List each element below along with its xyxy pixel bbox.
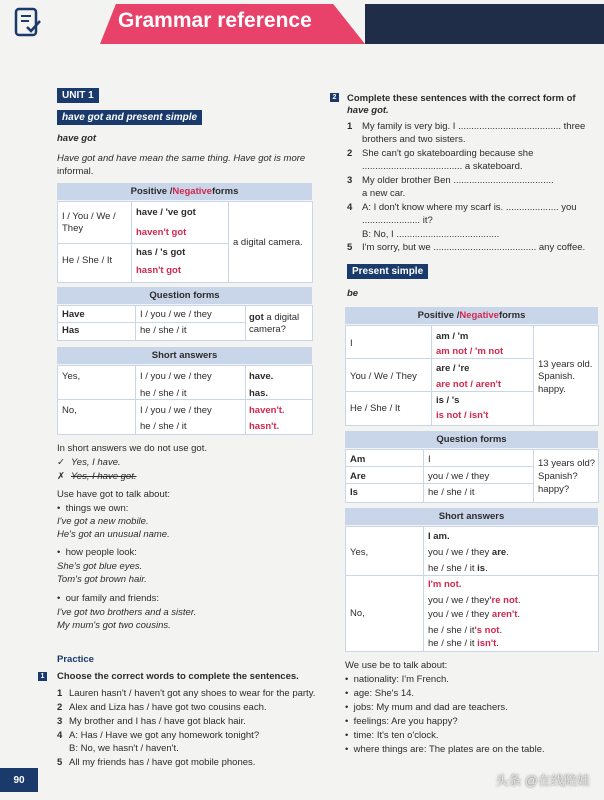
be-short-answer-no: No, <box>350 608 365 619</box>
subheading-have-got: have got <box>57 133 97 144</box>
example-6: My mum's got two cousins. <box>57 620 171 631</box>
be-question-object-2: Spanish? <box>538 471 578 482</box>
be-question-are: Are <box>350 471 366 482</box>
be-question-am: Am <box>350 454 366 465</box>
be-question-object-1: 13 years old? <box>538 458 596 469</box>
question-subject-2: he / she / it <box>140 325 187 336</box>
be-question-subject-1: I <box>428 454 431 465</box>
example-2: He's got an unusual name. <box>57 529 170 540</box>
be-sa-no-row: he / she / it's not. <box>428 625 503 636</box>
exercise-2-line: ...................... it? <box>362 215 433 226</box>
exercise-1-number: 1 <box>38 672 47 681</box>
question-object-1: got a digital <box>249 312 300 323</box>
exercise-2-number: 2 <box>330 93 339 102</box>
exercise-1-item: Lauren hasn't / haven't got any shoes to wear for the party. <box>69 688 316 699</box>
be-short-answer-yes: Yes, <box>350 547 369 558</box>
page-title: Grammar reference <box>118 9 312 32</box>
exercise-2-line: I'm sorry, but we ....................................... any coffee. <box>362 242 586 253</box>
be-use-item: • time: It's ten o'clock. <box>345 730 439 741</box>
pn-subject-2: He / She / It <box>62 255 113 266</box>
bullet-3: • our family and friends: <box>57 593 160 604</box>
sa-verb-1: have. <box>249 371 274 382</box>
be-form: am / 'm <box>436 331 469 342</box>
be-use-item: • feelings: Are you happy? <box>345 716 458 727</box>
pn-negative-1: haven't got <box>136 227 187 238</box>
exercise-2-line: A: I don't know where my scarf is. .................... you <box>362 202 577 213</box>
intro-line-2: informal. <box>57 166 94 177</box>
section-heading-present-simple: Present simple <box>347 264 428 279</box>
be-form: is not / isn't <box>436 410 489 421</box>
question-object-2: camera? <box>249 324 286 335</box>
pn-object: a digital camera. <box>233 237 303 248</box>
be-use-item: • jobs: My mum and dad are teachers. <box>345 702 508 713</box>
exercise-1-item: All my friends has / have got mobile phones. <box>69 757 256 768</box>
watermark: 头条 @在线陪娃 <box>495 773 590 788</box>
be-use-item: • age: She's 14. <box>345 688 415 699</box>
be-subject-2: You / We / They <box>350 371 417 382</box>
be-form: is / 's <box>436 395 460 406</box>
be-object-3: happy. <box>538 384 566 395</box>
be-sa-no-row: you / we / they're not. <box>428 595 521 606</box>
be-form: am not / 'm not <box>436 346 504 357</box>
be-short-answers-header: Short answers <box>345 508 598 525</box>
pn-subject-1a: I / You / We / <box>62 211 116 222</box>
sa-subject-1: I / you / we / they <box>140 371 212 382</box>
short-answer-yes: Yes, <box>62 371 81 382</box>
be-question-subject-2: you / we / they <box>428 471 490 482</box>
cross-icon: ✗ <box>57 471 65 482</box>
sa-subject-3: I / you / we / they <box>140 405 212 416</box>
example-3: She's got blue eyes. <box>57 561 143 572</box>
example-1: I've got a new mobile. <box>57 516 149 527</box>
question-table-header: Question forms <box>57 287 312 304</box>
be-pn-table-header: Positive / Negative forms <box>345 307 598 324</box>
cross-example: Yes, I have got. <box>71 471 137 482</box>
exercise-2-line: brothers and two sisters. <box>362 134 466 145</box>
unit-label: UNIT 1 <box>57 88 99 103</box>
exercise-2-line: My family is very big. I ....................................... three <box>362 121 586 132</box>
practice-label: Practice <box>57 654 94 665</box>
exercise-2-line: B: No, I ....................................... <box>362 229 500 240</box>
exercise-2-line: My older brother Ben ...................................... <box>362 175 554 186</box>
question-subject-1: I / you / we / they <box>140 309 212 320</box>
exercise-1-item: My brother and I has / have got black hair. <box>69 716 246 727</box>
pn-negative-2: hasn't got <box>136 265 182 276</box>
exercise-1-item: Alex and Liza has / have got two cousins each. <box>69 702 267 713</box>
exercise-1-item: A: Has / Have we got any homework tonight? <box>69 730 260 741</box>
be-question-table-header: Question forms <box>345 431 598 448</box>
subheading-be: be <box>347 288 359 299</box>
be-subject-1: I <box>350 338 353 349</box>
exercise-2-title-1: Complete these sentences with the correct form of <box>347 93 576 104</box>
pn-table-header: Positive / Negative forms <box>57 183 312 200</box>
be-question-object-3: happy? <box>538 484 570 495</box>
be-question-is: Is <box>350 487 358 498</box>
use-have-got: Use have got to talk about: <box>57 489 171 500</box>
example-5: I've got two brothers and a sister. <box>57 607 197 618</box>
sa-subject-4: he / she / it <box>140 421 187 432</box>
exercise-2-title-2: have got. <box>347 105 389 116</box>
checklist-icon <box>12 6 46 40</box>
sa-verb-3: haven't. <box>249 405 285 416</box>
tick-icon: ✓ <box>57 457 65 468</box>
short-answer-no: No, <box>62 405 77 416</box>
sa-verb-4: hasn't. <box>249 421 280 432</box>
be-use-item: • where things are: The plates are on the table. <box>345 744 545 755</box>
page-header <box>0 0 604 48</box>
be-form: are / 're <box>436 363 470 374</box>
intro-line-1: Have got and have mean the same thing. Have got is more <box>57 153 306 164</box>
section-heading-have-got: have got and present simple <box>57 110 202 125</box>
bullet-2: • how people look: <box>57 547 137 558</box>
pn-positive-1: have / 've got <box>136 207 196 218</box>
page-number: 90 <box>0 768 38 792</box>
be-use-item: • nationality: I'm French. <box>345 674 449 685</box>
be-sa-no-row: I'm not. <box>428 579 462 590</box>
sa-subject-2: he / she / it <box>140 388 187 399</box>
be-object-1: 13 years old. <box>538 359 593 370</box>
be-sa-no-row: you / we / they aren't. <box>428 609 521 620</box>
exercise-2-line: a new car. <box>362 188 406 199</box>
be-subject-3: He / She / It <box>350 403 401 414</box>
be-sa-yes-row: he / she / it is. <box>428 563 488 574</box>
exercise-1-item: B: No, we hasn't / haven't. <box>69 743 179 754</box>
be-form: are not / aren't <box>436 379 502 390</box>
tick-example: Yes, I have. <box>71 457 121 468</box>
exercise-2-line: She can't go skateboarding because she <box>362 148 534 159</box>
pn-positive-2: has / 's got <box>136 247 186 258</box>
short-answers-header: Short answers <box>57 347 312 364</box>
example-4: Tom's got brown hair. <box>57 574 147 585</box>
be-use-intro: We use be to talk about: <box>345 660 448 671</box>
bullet-1: • things we own: <box>57 503 129 514</box>
be-question-subject-3: he / she / it <box>428 487 475 498</box>
pn-subject-1b: They <box>62 223 84 234</box>
be-sa-yes-row: I am. <box>428 531 450 542</box>
note-short-answers: In short answers we do not use got. <box>57 443 207 454</box>
exercise-2-line: ...................................... a skateboard. <box>362 161 523 172</box>
sa-verb-2: has. <box>249 388 269 399</box>
be-object-2: Spanish. <box>538 371 575 382</box>
be-sa-no-row: he / she / it isn't. <box>428 638 499 649</box>
question-has: Has <box>62 325 80 336</box>
exercise-1-title: Choose the correct words to complete the sentences. <box>57 671 299 682</box>
question-have: Have <box>62 309 85 320</box>
be-sa-yes-row: you / we / they are. <box>428 547 509 558</box>
